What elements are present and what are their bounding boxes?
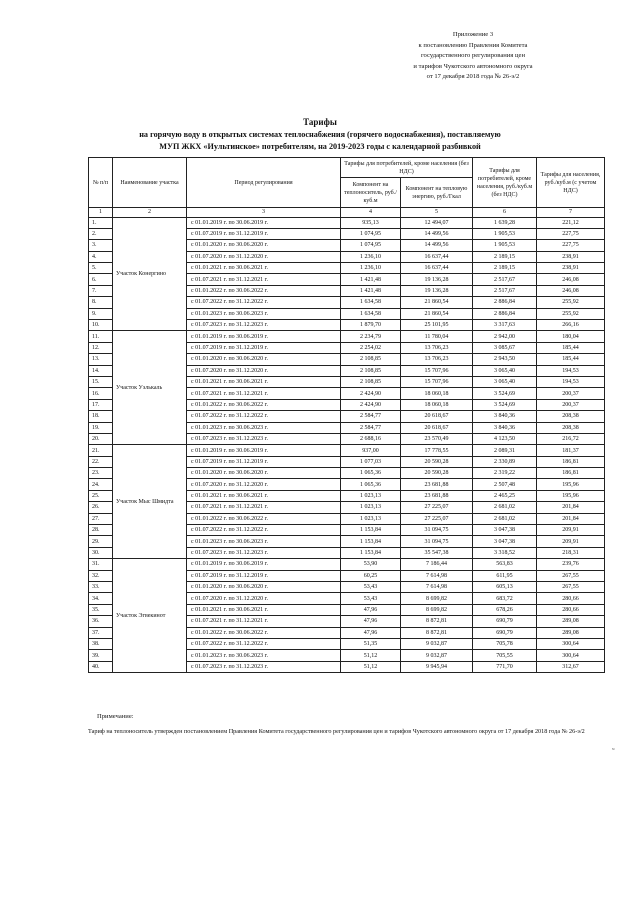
document-title: Тарифы — [303, 117, 337, 127]
energy-cell: 27 225,07 — [401, 513, 473, 524]
column-number: 6 — [473, 208, 537, 218]
population-tariff-cell: 300,64 — [537, 638, 605, 649]
header-consumers: Тарифы для потребителей, кроме населения, руб./куб.м (без НДС) — [473, 158, 537, 208]
period-cell: с 01.01.2019 г. по 30.06.2019 г. — [187, 559, 341, 570]
energy-cell: 15 707,96 — [401, 376, 473, 387]
consumer-tariff-cell: 690,79 — [473, 616, 537, 627]
energy-cell: 25 101,95 — [401, 320, 473, 331]
carrier-cell: 1 153,84 — [341, 525, 401, 536]
period-cell: с 01.07.2021 г. по 31.12.2021 г. — [187, 502, 341, 513]
row-number-cell: 11. — [89, 331, 113, 342]
period-cell: с 01.01.2021 г. по 30.06.2021 г. — [187, 604, 341, 615]
carrier-cell: 2 108,85 — [341, 354, 401, 365]
population-tariff-cell: 238,91 — [537, 251, 605, 262]
period-cell: с 01.01.2023 г. по 30.06.2023 г. — [187, 650, 341, 661]
consumer-tariff-cell: 2 681,02 — [473, 502, 537, 513]
carrier-cell: 1 023,13 — [341, 502, 401, 513]
population-tariff-cell: 221,12 — [537, 217, 605, 228]
appendix-line: Приложение 3 — [452, 31, 494, 38]
energy-cell: 31 094,75 — [401, 536, 473, 547]
row-number-cell: 3. — [89, 240, 113, 251]
period-cell: с 01.07.2020 г. по 31.12.2020 г. — [187, 593, 341, 604]
period-cell: с 01.01.2020 г. по 30.06.2020 г. — [187, 468, 341, 479]
energy-cell: 11 780,04 — [401, 331, 473, 342]
period-cell: с 01.07.2019 г. по 31.12.2019 г. — [187, 228, 341, 239]
population-tariff-cell: 267,55 — [537, 582, 605, 593]
row-number-cell: 35. — [89, 604, 113, 615]
population-tariff-cell: 194,53 — [537, 376, 605, 387]
consumer-tariff-cell: 3 840,36 — [473, 411, 537, 422]
energy-cell: 9 945,94 — [401, 661, 473, 672]
row-number-cell: 6. — [89, 274, 113, 285]
consumer-tariff-cell: 705,55 — [473, 650, 537, 661]
subtitle-line: МУП ЖКХ «Иультинское» потребителям, на 2019-2023 годы с календарной разбивкой — [159, 141, 481, 151]
row-number-cell: 37. — [89, 627, 113, 638]
population-tariff-cell: 289,08 — [537, 616, 605, 627]
appendix-block — [343, 30, 603, 83]
row-number-cell: 9. — [89, 308, 113, 319]
column-numbers-row — [89, 208, 605, 218]
column-number: 2 — [113, 208, 187, 218]
population-tariff-cell: 239,76 — [537, 559, 605, 570]
energy-cell: 8 699,82 — [401, 604, 473, 615]
column-number: 3 — [187, 208, 341, 218]
carrier-cell: 53,43 — [341, 593, 401, 604]
period-cell: с 01.01.2023 г. по 30.06.2023 г. — [187, 308, 341, 319]
row-number-cell: 33. — [89, 582, 113, 593]
energy-cell: 13 706,23 — [401, 354, 473, 365]
table-row — [89, 445, 605, 456]
carrier-cell: 2 584,77 — [341, 411, 401, 422]
period-cell: с 01.01.2019 г. по 30.06.2019 г. — [187, 331, 341, 342]
appendix-line: к постановлению Правления Комитета — [418, 41, 528, 49]
column-number: 7 — [537, 208, 605, 218]
row-number-cell: 32. — [89, 570, 113, 581]
population-tariff-cell: 218,31 — [537, 547, 605, 558]
column-number: 4 — [341, 208, 401, 218]
row-number-cell: 22. — [89, 456, 113, 467]
carrier-cell: 1 023,13 — [341, 513, 401, 524]
row-number-cell: 30. — [89, 547, 113, 558]
energy-cell: 9 032,87 — [401, 650, 473, 661]
population-tariff-cell: 209,91 — [537, 536, 605, 547]
energy-cell: 15 707,96 — [401, 365, 473, 376]
row-number-cell: 1. — [89, 217, 113, 228]
energy-cell: 19 136,28 — [401, 274, 473, 285]
carrier-cell: 1 879,70 — [341, 320, 401, 331]
period-cell: с 01.01.2020 г. по 30.06.2020 г. — [187, 582, 341, 593]
carrier-cell: 1 065,36 — [341, 468, 401, 479]
population-tariff-cell: 266,16 — [537, 320, 605, 331]
header-population: Тарифы для населения, руб./куб.м (с учетом НДС) — [537, 158, 605, 208]
carrier-cell: 53,90 — [341, 559, 401, 570]
carrier-cell: 47,96 — [341, 616, 401, 627]
row-number-cell: 36. — [89, 616, 113, 627]
period-cell: с 01.01.2021 г. по 30.06.2021 г. — [187, 263, 341, 274]
row-number-cell: 4. — [89, 251, 113, 262]
carrier-cell: 47,96 — [341, 627, 401, 638]
energy-cell: 27 225,07 — [401, 502, 473, 513]
energy-cell: 21 860,54 — [401, 297, 473, 308]
table-row — [89, 559, 605, 570]
carrier-cell: 2 254,02 — [341, 342, 401, 353]
carrier-cell: 1 074,95 — [341, 228, 401, 239]
carrier-cell: 2 424,90 — [341, 388, 401, 399]
consumer-tariff-cell: 771,70 — [473, 661, 537, 672]
row-number-cell: 20. — [89, 433, 113, 444]
population-tariff-cell: 185,44 — [537, 342, 605, 353]
population-tariff-cell: 238,91 — [537, 263, 605, 274]
consumer-tariff-cell: 1 905,53 — [473, 228, 537, 239]
population-tariff-cell: 200,37 — [537, 388, 605, 399]
row-number-cell: 12. — [89, 342, 113, 353]
energy-cell: 23 681,88 — [401, 479, 473, 490]
consumer-tariff-cell: 2 517,67 — [473, 274, 537, 285]
consumer-tariff-cell: 2 330,89 — [473, 456, 537, 467]
header-carrier: Компонент на теплоноситель, руб./куб.м — [341, 178, 401, 208]
energy-cell: 16 637,44 — [401, 251, 473, 262]
consumer-tariff-cell: 2 507,48 — [473, 479, 537, 490]
row-number-cell: 16. — [89, 388, 113, 399]
carrier-cell: 2 688,16 — [341, 433, 401, 444]
population-tariff-cell: 186,81 — [537, 468, 605, 479]
consumer-tariff-cell: 690,79 — [473, 627, 537, 638]
period-cell: с 01.01.2022 г. по 30.06.2022 г. — [187, 285, 341, 296]
carrier-cell: 47,96 — [341, 604, 401, 615]
table-row — [89, 217, 605, 228]
row-number-cell: 18. — [89, 411, 113, 422]
carrier-cell: 1 421,48 — [341, 274, 401, 285]
note-heading: Примечание: — [97, 713, 134, 720]
carrier-cell: 1 236,10 — [341, 263, 401, 274]
consumer-tariff-cell: 3 047,38 — [473, 536, 537, 547]
energy-cell: 16 637,44 — [401, 263, 473, 274]
column-number: 5 — [401, 208, 473, 218]
population-tariff-cell: 246,08 — [537, 274, 605, 285]
carrier-cell: 2 108,85 — [341, 376, 401, 387]
carrier-cell: 2 234,79 — [341, 331, 401, 342]
period-cell: с 01.07.2019 г. по 31.12.2019 г. — [187, 456, 341, 467]
row-number-cell: 17. — [89, 399, 113, 410]
population-tariff-cell: 200,37 — [537, 399, 605, 410]
period-cell: с 01.01.2022 г. по 30.06.2022 г. — [187, 513, 341, 524]
area-name-cell: Участок Конергино — [113, 217, 187, 331]
row-number-cell: 23. — [89, 468, 113, 479]
carrier-cell: 1 023,13 — [341, 490, 401, 501]
population-tariff-cell: 267,55 — [537, 570, 605, 581]
population-tariff-cell: 280,66 — [537, 593, 605, 604]
carrier-cell: 1 236,10 — [341, 251, 401, 262]
consumer-tariff-cell: 3 317,63 — [473, 320, 537, 331]
period-cell: с 01.01.2023 г. по 30.06.2023 г. — [187, 422, 341, 433]
energy-cell: 12 494,07 — [401, 217, 473, 228]
carrier-cell: 1 077,03 — [341, 456, 401, 467]
period-cell: с 01.01.2023 г. по 30.06.2023 г. — [187, 536, 341, 547]
row-number-cell: 19. — [89, 422, 113, 433]
note-text: Тариф на теплоноситель утвержден постановлением Правления Комитета государственного регулирования цен и тарифов Чукотского автономного округа от 17 декабря 2018 года № 26-э/2 — [88, 728, 585, 735]
period-cell: с 01.07.2020 г. по 31.12.2020 г. — [187, 365, 341, 376]
consumer-tariff-cell: 3 085,67 — [473, 342, 537, 353]
period-cell: с 01.07.2023 г. по 31.12.2023 г. — [187, 320, 341, 331]
energy-cell: 8 872,81 — [401, 616, 473, 627]
population-tariff-cell: 255,92 — [537, 308, 605, 319]
page-mark: м — [612, 746, 615, 751]
consumer-tariff-cell: 3 524,69 — [473, 399, 537, 410]
population-tariff-cell: 216,72 — [537, 433, 605, 444]
population-tariff-cell: 209,91 — [537, 525, 605, 536]
population-tariff-cell: 312,67 — [537, 661, 605, 672]
carrier-cell: 2 584,77 — [341, 422, 401, 433]
consumer-tariff-cell: 563,83 — [473, 559, 537, 570]
carrier-cell: 2 108,85 — [341, 365, 401, 376]
period-cell: с 01.07.2023 г. по 31.12.2023 г. — [187, 661, 341, 672]
energy-cell: 19 136,28 — [401, 285, 473, 296]
energy-cell: 14 499,56 — [401, 240, 473, 251]
period-cell: с 01.07.2022 г. по 31.12.2022 г. — [187, 297, 341, 308]
energy-cell: 23 570,49 — [401, 433, 473, 444]
carrier-cell: 1 634,58 — [341, 308, 401, 319]
row-number-cell: 25. — [89, 490, 113, 501]
population-tariff-cell: 201,84 — [537, 513, 605, 524]
consumer-tariff-cell: 2 189,15 — [473, 263, 537, 274]
population-tariff-cell: 246,08 — [537, 285, 605, 296]
period-cell: с 01.07.2019 г. по 31.12.2019 г. — [187, 342, 341, 353]
population-tariff-cell: 227,75 — [537, 228, 605, 239]
energy-cell: 14 499,56 — [401, 228, 473, 239]
row-number-cell: 34. — [89, 593, 113, 604]
population-tariff-cell: 280,66 — [537, 604, 605, 615]
consumer-tariff-cell: 705,78 — [473, 638, 537, 649]
period-cell: с 01.07.2022 г. по 31.12.2022 г. — [187, 525, 341, 536]
table-body — [89, 217, 605, 673]
row-number-cell: 27. — [89, 513, 113, 524]
period-cell: с 01.07.2021 г. по 31.12.2021 г. — [187, 388, 341, 399]
population-tariff-cell: 180,04 — [537, 331, 605, 342]
carrier-cell: 53,43 — [341, 582, 401, 593]
period-cell: с 01.01.2021 г. по 30.06.2021 г. — [187, 376, 341, 387]
population-tariff-cell: 181,37 — [537, 445, 605, 456]
population-tariff-cell: 208,38 — [537, 422, 605, 433]
carrier-cell: 1 421,48 — [341, 285, 401, 296]
row-number-cell: 39. — [89, 650, 113, 661]
energy-cell: 13 706,23 — [401, 342, 473, 353]
carrier-cell: 1 634,58 — [341, 297, 401, 308]
population-tariff-cell: 195,96 — [537, 479, 605, 490]
row-number-cell: 26. — [89, 502, 113, 513]
row-number-cell: 5. — [89, 263, 113, 274]
period-cell: с 01.01.2021 г. по 30.06.2021 г. — [187, 490, 341, 501]
carrier-cell: 1 153,84 — [341, 536, 401, 547]
header-area: Наименование участка — [113, 158, 187, 208]
consumer-tariff-cell: 2 189,15 — [473, 251, 537, 262]
energy-cell: 7 614,98 — [401, 570, 473, 581]
carrier-cell: 51,12 — [341, 661, 401, 672]
consumer-tariff-cell: 2 943,50 — [473, 354, 537, 365]
carrier-cell: 1 153,84 — [341, 547, 401, 558]
area-name-cell: Участок Мыс Шмидта — [113, 445, 187, 559]
population-tariff-cell: 289,08 — [537, 627, 605, 638]
row-number-cell: 28. — [89, 525, 113, 536]
energy-cell: 31 094,75 — [401, 525, 473, 536]
row-number-cell: 15. — [89, 376, 113, 387]
period-cell: с 01.01.2022 г. по 30.06.2022 г. — [187, 627, 341, 638]
consumer-tariff-cell: 4 123,50 — [473, 433, 537, 444]
row-number-cell: 2. — [89, 228, 113, 239]
row-number-cell: 13. — [89, 354, 113, 365]
energy-cell: 7 614,98 — [401, 582, 473, 593]
consumer-tariff-cell: 2 681,02 — [473, 513, 537, 524]
period-cell: с 01.07.2023 г. по 31.12.2023 г. — [187, 433, 341, 444]
consumer-tariff-cell: 678,26 — [473, 604, 537, 615]
population-tariff-cell: 201,84 — [537, 502, 605, 513]
period-cell: с 01.07.2022 г. по 31.12.2022 г. — [187, 411, 341, 422]
carrier-cell: 2 424,90 — [341, 399, 401, 410]
population-tariff-cell: 185,44 — [537, 354, 605, 365]
energy-cell: 20 618,67 — [401, 411, 473, 422]
carrier-cell: 935,13 — [341, 217, 401, 228]
consumer-tariff-cell: 2 942,00 — [473, 331, 537, 342]
row-number-cell: 7. — [89, 285, 113, 296]
carrier-cell: 51,12 — [341, 650, 401, 661]
table-row — [89, 331, 605, 342]
population-tariff-cell: 255,92 — [537, 297, 605, 308]
carrier-cell: 60,25 — [341, 570, 401, 581]
energy-cell: 21 860,54 — [401, 308, 473, 319]
consumer-tariff-cell: 2 089,31 — [473, 445, 537, 456]
energy-cell: 18 060,18 — [401, 399, 473, 410]
energy-cell: 9 032,87 — [401, 638, 473, 649]
row-number-cell: 40. — [89, 661, 113, 672]
row-number-cell: 21. — [89, 445, 113, 456]
appendix-line: государственного регулирования цен — [421, 52, 525, 59]
carrier-cell: 51,35 — [341, 638, 401, 649]
period-cell: с 01.01.2019 г. по 30.06.2019 г. — [187, 217, 341, 228]
consumer-tariff-cell: 2 319,22 — [473, 468, 537, 479]
population-tariff-cell: 208,38 — [537, 411, 605, 422]
energy-cell: 20 590,28 — [401, 456, 473, 467]
population-tariff-cell: 227,75 — [537, 240, 605, 251]
subtitle-line: на горячую воду в открытых системах теплоснабжения (горячего водоснабжения), поставляемую — [139, 130, 501, 139]
period-cell: с 01.07.2020 г. по 31.12.2020 г. — [187, 479, 341, 490]
row-number-cell: 8. — [89, 297, 113, 308]
consumer-tariff-cell: 1 639,28 — [473, 217, 537, 228]
appendix-line: от 17 декабря 2018 года № 26-э/2 — [426, 73, 520, 80]
consumer-tariff-cell: 3 065,40 — [473, 376, 537, 387]
consumer-tariff-cell: 2 465,25 — [473, 490, 537, 501]
consumer-tariff-cell: 1 905,53 — [473, 240, 537, 251]
row-number-cell: 24. — [89, 479, 113, 490]
energy-cell: 8 872,81 — [401, 627, 473, 638]
carrier-cell: 1 065,36 — [341, 479, 401, 490]
area-name-cell: Участок Уэлькаль — [113, 331, 187, 445]
energy-cell: 20 618,67 — [401, 422, 473, 433]
document-subtitle — [70, 129, 570, 152]
appendix-line: и тарифов Чукотского автономного округа — [413, 62, 533, 70]
period-cell: с 01.01.2020 г. по 30.06.2020 г. — [187, 354, 341, 365]
row-number-cell: 10. — [89, 320, 113, 331]
consumer-tariff-cell: 3 318,52 — [473, 547, 537, 558]
population-tariff-cell: 195,96 — [537, 490, 605, 501]
row-number-cell: 31. — [89, 559, 113, 570]
consumer-tariff-cell: 3 524,69 — [473, 388, 537, 399]
area-name-cell: Участок Эгвекинот — [113, 559, 187, 673]
consumer-tariff-cell: 605,13 — [473, 582, 537, 593]
energy-cell: 8 699,82 — [401, 593, 473, 604]
row-number-cell: 14. — [89, 365, 113, 376]
consumer-tariff-cell: 2 517,67 — [473, 285, 537, 296]
consumer-tariff-cell: 3 047,38 — [473, 525, 537, 536]
column-number: 1 — [89, 208, 113, 218]
carrier-cell: 1 074,95 — [341, 240, 401, 251]
consumer-tariff-cell: 2 886,84 — [473, 308, 537, 319]
energy-cell: 35 547,38 — [401, 547, 473, 558]
tariff-table — [88, 157, 605, 673]
period-cell: с 01.07.2020 г. по 31.12.2020 г. — [187, 251, 341, 262]
period-cell: с 01.07.2023 г. по 31.12.2023 г. — [187, 547, 341, 558]
energy-cell: 17 778,55 — [401, 445, 473, 456]
energy-cell: 18 060,18 — [401, 388, 473, 399]
period-cell: с 01.07.2019 г. по 31.12.2019 г. — [187, 570, 341, 581]
energy-cell: 23 681,88 — [401, 490, 473, 501]
energy-cell: 7 186,44 — [401, 559, 473, 570]
row-number-cell: 38. — [89, 638, 113, 649]
consumer-tariff-cell: 3 065,40 — [473, 365, 537, 376]
period-cell: с 01.07.2022 г. по 31.12.2022 г. — [187, 638, 341, 649]
header-num: № п/п — [89, 158, 113, 208]
row-number-cell: 29. — [89, 536, 113, 547]
period-cell: с 01.07.2021 г. по 31.12.2021 г. — [187, 616, 341, 627]
carrier-cell: 937,00 — [341, 445, 401, 456]
population-tariff-cell: 300,64 — [537, 650, 605, 661]
consumer-tariff-cell: 3 840,36 — [473, 422, 537, 433]
consumer-tariff-cell: 683,72 — [473, 593, 537, 604]
period-cell: с 01.01.2022 г. по 30.06.2022 г. — [187, 399, 341, 410]
period-cell: с 01.07.2021 г. по 31.12.2021 г. — [187, 274, 341, 285]
period-cell: с 01.01.2019 г. по 30.06.2019 г. — [187, 445, 341, 456]
header-energy: Компонент на тепловую энергию, руб./Гкал — [401, 178, 473, 208]
header-period: Период регулирования — [187, 158, 341, 208]
header-group: Тарифы для потребителей, кроме населения (без НДС) — [341, 158, 473, 178]
population-tariff-cell: 194,53 — [537, 365, 605, 376]
period-cell: с 01.01.2020 г. по 30.06.2020 г. — [187, 240, 341, 251]
consumer-tariff-cell: 611,95 — [473, 570, 537, 581]
population-tariff-cell: 186,81 — [537, 456, 605, 467]
energy-cell: 20 590,28 — [401, 468, 473, 479]
consumer-tariff-cell: 2 886,84 — [473, 297, 537, 308]
